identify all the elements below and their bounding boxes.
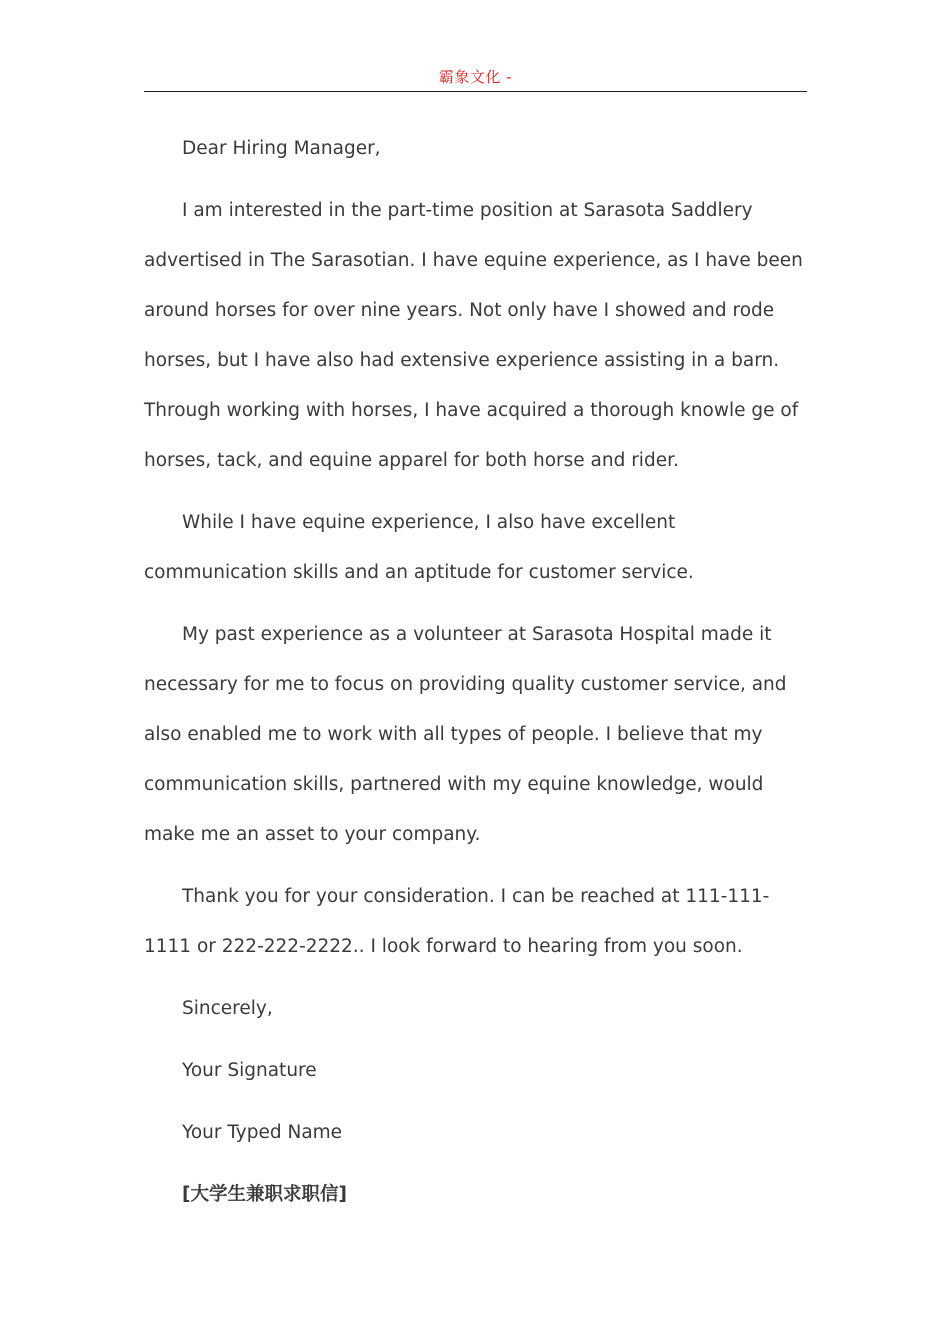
paragraph-thanks: Thank you for your consideration. I can be reached at 111-111-1111 or 222-222-2222.. I look forward to hearing from you soon. [144,886,770,957]
letter-body [144,124,807,1232]
typed-name: Your Typed Name [182,1122,343,1143]
header-text: 霸象文化 - [438,68,513,86]
paragraph-intro: I am interested in the part-time position at Sarasota Saddlery advertised in The Sarasotian. I have equine experience, as I have been around horses for over nine years. Not only have I showed and rode horses, but I have also had extensive experience assisting in a barn. Through working with horses, I have acquired a thorough knowle ge of horses, tack, and equine apparel for both horse and rider. [144,200,803,471]
closing: Sincerely, [182,998,273,1019]
document-tag: [大学生兼职求职信] [182,1184,347,1205]
paragraph-experience: My past experience as a volunteer at Sarasota Hospital made it necessary for me to focus on providing quality customer service, and also enabled me to work with all types of people. I believe that my communication skills, partnered with my equine knowledge, would make me an asset to your company. [144,624,787,845]
salutation: Dear Hiring Manager, [182,138,381,159]
signature: Your Signature [182,1060,317,1081]
paragraph-skills: While I have equine experience, I also have excellent communication skills and an aptitude for customer service. [144,512,694,583]
page-header [144,66,807,92]
